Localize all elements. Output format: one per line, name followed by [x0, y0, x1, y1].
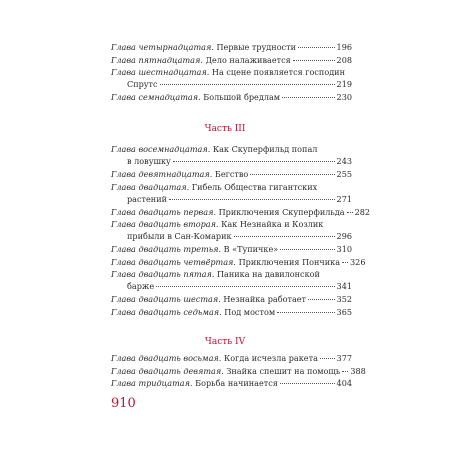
toc-entry: Глава двадцатая. Гибель Общества гигантских растений 271: [111, 181, 352, 204]
page-number: 282: [354, 206, 371, 217]
toc-entry: Глава двадцать седьмая. Под мостом 365: [111, 306, 352, 317]
toc-entry: Глава двадцать пятая. Паника на давилонской барже 341: [111, 269, 352, 292]
page-number: 296: [336, 231, 352, 242]
page-number: 219: [336, 79, 352, 90]
toc-entry: Глава двадцать девятая. Знайка спешит на помощь 388: [111, 365, 366, 376]
page-number: 388: [350, 365, 366, 376]
toc-entry: Глава двадцать первая. Приключения Скуперфильда 282: [111, 206, 371, 217]
page-number: 326: [350, 256, 366, 267]
page-number: 341: [336, 281, 352, 292]
toc-entry: Глава двадцать восьмая. Когда исчезла ракета 377: [111, 353, 352, 363]
page-number: 196: [336, 42, 352, 52]
part-heading: Часть III: [204, 124, 246, 134]
page-number: 271: [336, 193, 352, 204]
page-number: 208: [336, 54, 352, 65]
page-number: 377: [336, 353, 352, 363]
toc-entry: Глава двадцать вторая. Как Незнайка и Козлик прибыли в Сан-Комарик 296: [111, 219, 352, 242]
toc-entry: Глава двадцать четвёртая. Приключения Пончика 326: [111, 256, 366, 267]
toc-entry: Глава шестнадцатая. На сцене появляется господин Спрутс 219: [111, 67, 352, 90]
toc-entry: Глава семнадцатая. Большой бредлам 230: [111, 92, 352, 102]
toc-entry: Глава девятнадцатая. Бегство 255: [111, 169, 352, 179]
toc-entry: Глава двадцать третья. В «Тупичке» 310: [111, 244, 352, 254]
page-number: 404: [336, 378, 352, 388]
toc-entry: Глава четырнадцатая. Первые трудности 196: [111, 42, 352, 52]
page-number: 365: [336, 306, 352, 317]
folio-page-number: 910: [111, 396, 136, 411]
page-number: 310: [336, 244, 352, 254]
page-number: 255: [336, 169, 352, 179]
page-number: 230: [336, 92, 352, 102]
page-number: 243: [336, 156, 352, 167]
toc-entry: Глава восемнадцатая. Как Скуперфильд попал в ловушку 243: [111, 144, 352, 167]
part-heading: Часть IV: [204, 337, 246, 347]
toc-entry: Глава пятнадцатая. Дело налаживается 208: [111, 54, 352, 65]
page-number: 352: [336, 294, 352, 304]
toc-entry: Глава тридцатая. Борьба начинается 404: [111, 378, 352, 388]
toc-entry: Глава двадцать шестая. Незнайка работает 352: [111, 294, 352, 304]
